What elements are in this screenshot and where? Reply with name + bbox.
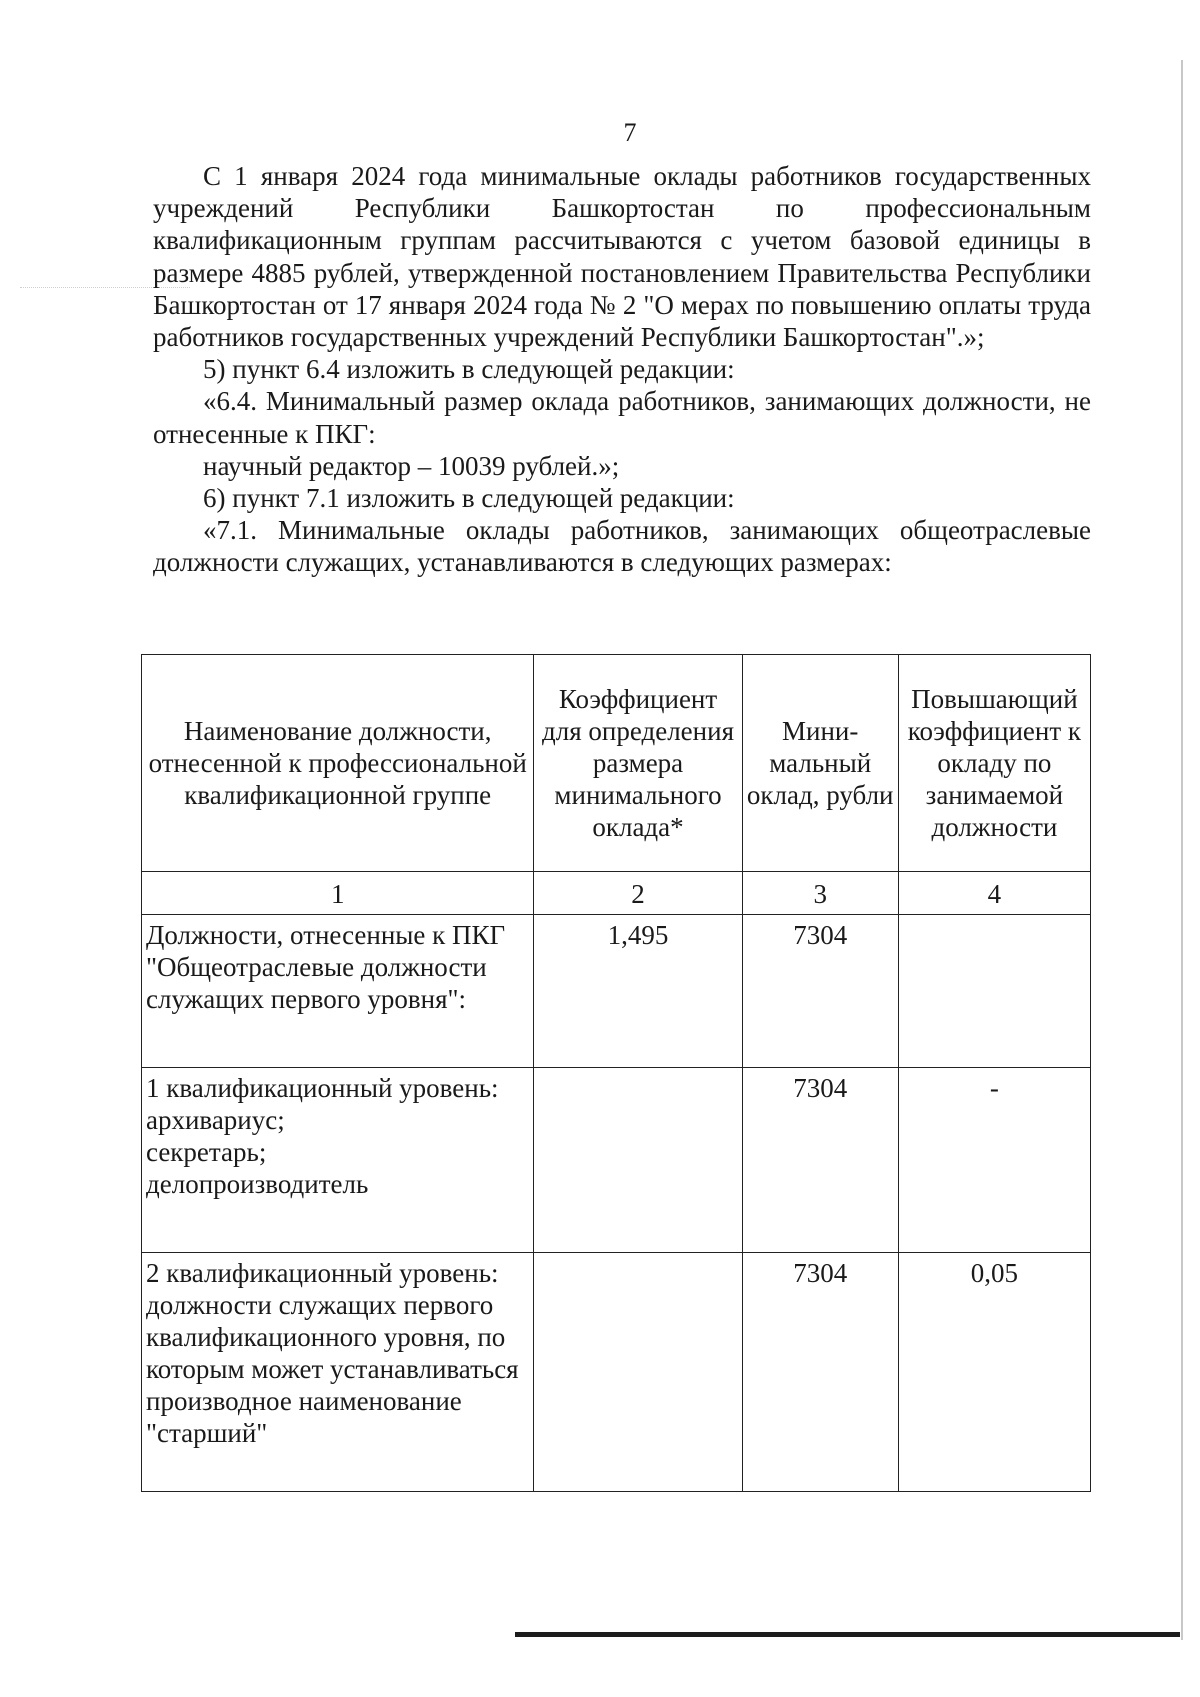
text-line: 1 квалификационный уровень: — [146, 1073, 499, 1103]
scan-page-edge-bottom — [515, 1632, 1180, 1637]
paragraph-scientific-editor: научный редактор – 10039 рублей.»; — [203, 450, 620, 481]
column-number-row — [142, 872, 1091, 915]
text-line: архивариус; — [146, 1105, 285, 1135]
header-min-salary: Мини-мальный оклад, рубли — [742, 655, 898, 872]
raising-coefficient-cell: - — [898, 1068, 1090, 1253]
column-number: 3 — [742, 872, 898, 915]
salary-cell: 7304 — [742, 1068, 898, 1253]
paragraph-base-unit: С 1 января 2024 года минимальные оклады работников государственных учреждений Республики Башкортостан по профессиональным квалификационным группам рассчитываются с учетом базовой единицы в размере 4885 рублей, утвержденной постановлением Правительства Республики Башкортостан от 17 января 2024 года № 2 "О мерах по повышению оплаты труда работников государственных учреждений Республики Башкортостан".»; — [153, 161, 1091, 353]
position-name-text — [146, 1257, 529, 1449]
coefficient-cell: 1,495 — [534, 915, 742, 1068]
salary-cell: 7304 — [742, 1253, 898, 1492]
position-name-cell: Должности, отнесенные к ПКГ "Общеотраслевые должности служащих первого уровня": — [142, 915, 534, 1068]
column-number: 2 — [534, 872, 742, 915]
header-coefficient: Коэффициент для определения размера минимального оклада* — [534, 655, 742, 872]
column-number: 4 — [898, 872, 1090, 915]
table-header-row — [142, 655, 1091, 872]
position-name-text — [146, 1072, 529, 1200]
text-line: делопроизводитель — [146, 1169, 369, 1199]
text-line: должности служащих первого квалификационного уровня, по которым может устанавливаться производное наименование "старший" — [146, 1290, 519, 1448]
page-number: 7 — [623, 118, 637, 147]
text-line: секретарь; — [146, 1137, 267, 1167]
paragraph-6-4: «6.4. Минимальный размер оклада работников, занимающих должности, не отнесенные к ПКГ: — [153, 386, 1091, 449]
raising-coefficient-cell — [898, 915, 1090, 1068]
salary-cell: 7304 — [742, 915, 898, 1068]
coefficient-cell — [534, 1253, 742, 1492]
position-name-cell — [142, 1253, 534, 1492]
salary-table — [141, 654, 1091, 1492]
table-row — [142, 915, 1091, 1068]
table-row — [142, 1068, 1091, 1253]
scan-page-edge-right — [1181, 60, 1183, 1640]
paragraph-item-6: 6) пункт 7.1 изложить в следующей редакции: — [203, 483, 735, 514]
column-number: 1 — [142, 872, 534, 915]
table-row — [142, 1253, 1091, 1492]
header-position-name: Наименование должности, отнесенной к профессиональной квалификационной группе — [142, 655, 534, 872]
raising-coefficient-cell: 0,05 — [898, 1253, 1090, 1492]
position-name-cell — [142, 1068, 534, 1253]
document-body — [153, 160, 1091, 579]
header-raising-coefficient: Повышающий коэффициент к окладу по занимаемой должности — [898, 655, 1090, 872]
coefficient-cell — [534, 1068, 742, 1253]
text-line: 2 квалификационный уровень: — [146, 1258, 499, 1288]
paragraph-item-5: 5) пункт 6.4 изложить в следующей редакции: — [203, 354, 735, 385]
paragraph-7-1: «7.1. Минимальные оклады работников, занимающих общеотраслевые должности служащих, устанавливаются в следующих размерах: — [153, 515, 1091, 578]
